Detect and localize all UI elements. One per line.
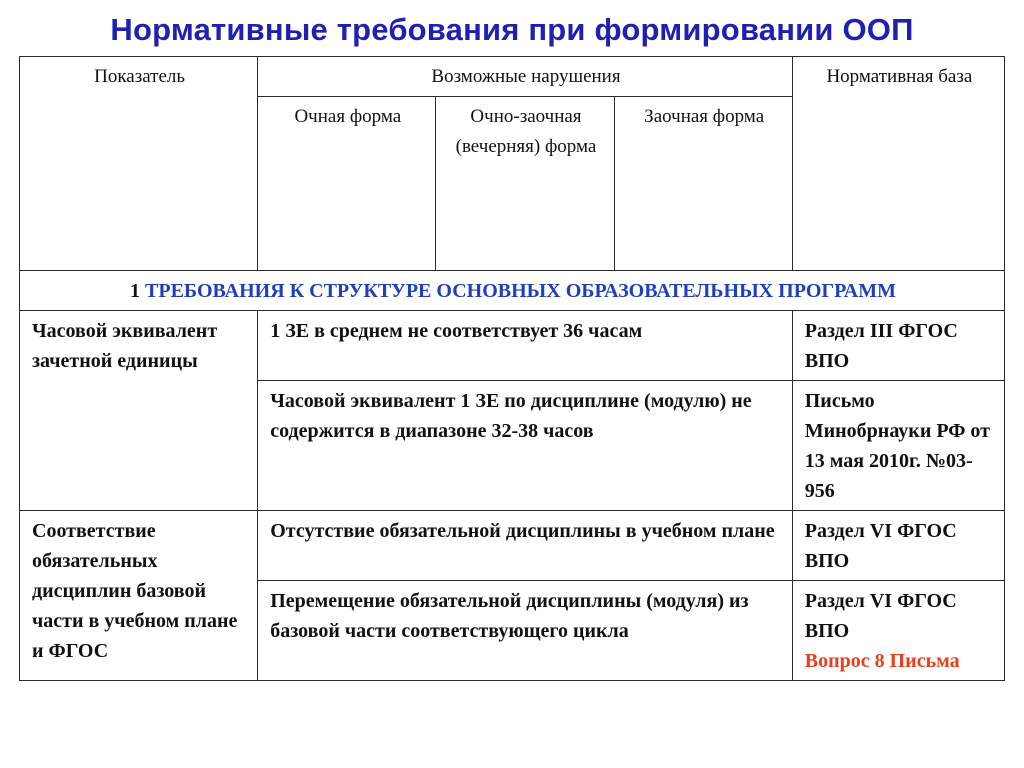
indicator-hour-equivalent: Часовой эквивалент зачетной единицы — [20, 311, 258, 511]
base-cell: Письмо Минобрнауки РФ от 13 мая 2010г. №03-956 — [792, 381, 1004, 511]
header-indicator: Показатель — [20, 57, 258, 271]
requirements-table — [19, 56, 1005, 681]
violation-cell: Перемещение обязательной дисциплины (модуля) из базовой части соответствующего цикла — [258, 581, 793, 681]
table-row — [20, 311, 1005, 381]
slide-title: Нормативные требования при формировании ООП — [110, 12, 914, 47]
header-violations: Возможные нарушения — [258, 57, 793, 97]
table-row — [20, 511, 1005, 581]
section-number: 1 — [130, 280, 141, 302]
header-row-1 — [20, 57, 1005, 97]
header-part-time: Очно-заочная (вечерняя) форма — [436, 97, 614, 271]
base-cell: Раздел III ФГОС ВПО — [792, 311, 1004, 381]
violation-cell: 1 ЗЕ в среднем не соответствует 36 часам — [258, 311, 793, 381]
base-note: Вопрос 8 Письма — [804, 650, 960, 672]
header-full-time: Очная форма — [258, 97, 436, 271]
section-title: ТРЕБОВАНИЯ К СТРУКТУРЕ ОСНОВНЫХ ОБРАЗОВАТЕЛЬНЫХ ПРОГРАММ — [145, 280, 896, 302]
violation-cell: Отсутствие обязательной дисциплины в учебном плане — [258, 511, 793, 581]
header-normative-base: Нормативная база — [792, 57, 1004, 271]
section-heading — [20, 271, 1005, 311]
base-text: Раздел VI ФГОС ВПО — [804, 590, 957, 642]
base-cell: Раздел VI ФГОС ВПО — [792, 511, 1004, 581]
violation-cell: Часовой эквивалент 1 ЗЕ по дисциплине (модулю) не содержится в диапазоне 32-38 часов — [258, 381, 793, 511]
base-cell — [792, 581, 1004, 681]
section-row — [20, 271, 1005, 311]
header-correspondence: Заочная форма — [614, 97, 792, 271]
indicator-mandatory-disciplines: Соответствие обязательных дисциплин базовой части в учебном плане и ФГОС — [20, 511, 258, 681]
